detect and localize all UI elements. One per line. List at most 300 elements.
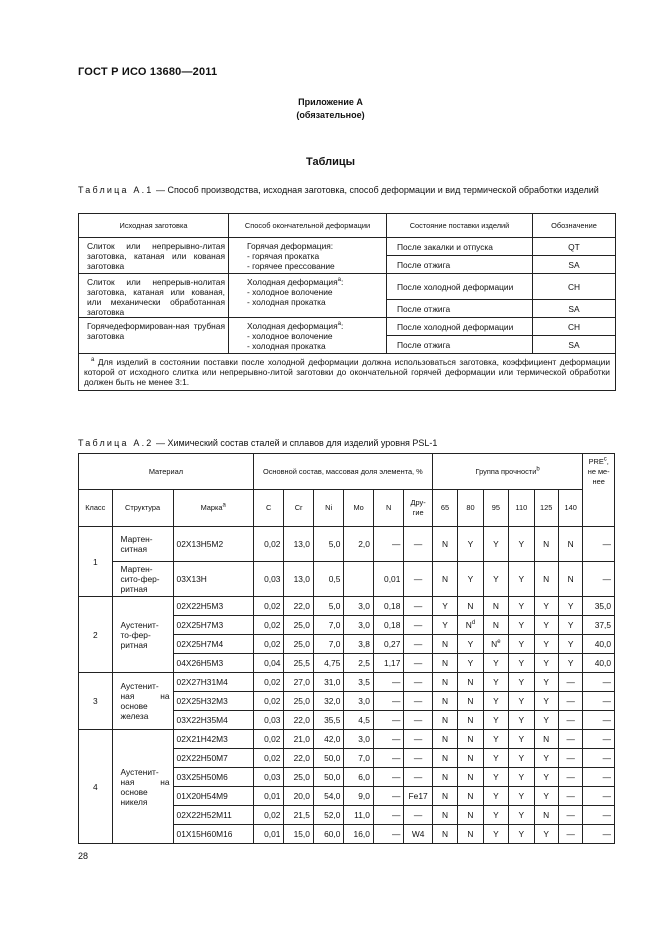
strength-value: N <box>442 539 449 549</box>
footnote-text: Для изделий в состоянии поставки после холодной деформации должна использоваться заготовка, коэффициент деформации которой от исходного слитка или непрерывно-литой заготовки до окончательной горячей деформации или термической обработки должен быть не менее 3:1. <box>84 357 611 387</box>
strength-cell <box>432 673 457 692</box>
strength-value: Y <box>567 639 574 649</box>
footnote-ref: e <box>497 639 501 646</box>
header-grade <box>173 490 253 527</box>
header-strength: 65 <box>432 490 457 527</box>
composition-cell: 0,02 <box>253 692 284 711</box>
strength-value: Y <box>567 601 574 611</box>
strength-value: N <box>467 772 474 782</box>
strength-cell <box>483 768 508 787</box>
footnote-ref: a <box>222 502 226 509</box>
deformation-item: - холодная прокатка <box>247 297 326 307</box>
strength-cell <box>458 806 483 825</box>
composition-cell: 15,0 <box>284 825 313 844</box>
composition-cell: — <box>404 635 432 654</box>
composition-cell: 0,03 <box>253 562 284 597</box>
composition-cell: — <box>404 768 432 787</box>
delivery-state-cell: После отжига <box>387 336 533 354</box>
strength-value: N <box>543 539 550 549</box>
strength-value: Y <box>518 658 525 668</box>
strength-cell <box>509 654 534 673</box>
strength-value: Y <box>493 810 499 820</box>
strength-cell <box>534 597 558 616</box>
composition-cell: 52,0 <box>313 806 344 825</box>
strength-cell <box>558 654 582 673</box>
pre-cell: — <box>583 768 615 787</box>
strength-cell <box>558 825 582 844</box>
composition-cell: 0,04 <box>253 654 284 673</box>
strength-value: — <box>566 791 575 801</box>
strength-cell <box>534 730 558 749</box>
strength-value: Y <box>543 791 549 801</box>
deformation-title: Холодная деформация$^a$: <box>247 321 344 331</box>
composition-cell: W4 <box>404 825 432 844</box>
composition-cell: 13,0 <box>284 527 313 562</box>
strength-cell <box>483 749 508 768</box>
strength-cell <box>432 597 457 616</box>
class-cell: 3 <box>79 673 113 730</box>
deformation-title: Холодная деформация$^a$: <box>247 277 344 287</box>
strength-value: Y <box>493 574 499 584</box>
grade-cell: 03Х22Н35М4 <box>173 711 253 730</box>
strength-cell <box>534 806 558 825</box>
strength-cell <box>509 692 534 711</box>
deformation-cell <box>229 238 387 274</box>
composition-cell: — <box>404 597 432 616</box>
pre-cell: 40,0 <box>583 654 615 673</box>
pre-cell: — <box>583 711 615 730</box>
composition-cell: 5,0 <box>313 597 344 616</box>
composition-cell: Fe17 <box>404 787 432 806</box>
strength-cell <box>432 768 457 787</box>
strength-value: N <box>442 639 449 649</box>
header-element: Ni <box>313 490 344 527</box>
strength-value: N <box>467 715 474 725</box>
composition-cell: — <box>404 730 432 749</box>
composition-cell: 22,0 <box>284 711 313 730</box>
strength-value: N <box>492 620 499 630</box>
composition-cell: 5,0 <box>313 527 344 562</box>
structure-cell: Аустенит-ная на основе никеля <box>112 730 173 844</box>
composition-cell: — <box>404 711 432 730</box>
footnote-mark: a <box>91 357 95 364</box>
strength-cell <box>509 749 534 768</box>
appendix-subtitle: (обязательное) <box>296 110 365 120</box>
strength-cell <box>483 806 508 825</box>
strength-value: Y <box>493 734 499 744</box>
blank-cell: Слиток или непрерывно-литая заготовка, катаная или кованая заготовка <box>79 238 229 274</box>
strength-value: N <box>467 810 474 820</box>
strength-cell <box>509 711 534 730</box>
composition-cell: 4,5 <box>344 711 373 730</box>
header-strength: 140 <box>558 490 582 527</box>
strength-value: Y <box>467 574 474 584</box>
strength-cell <box>509 616 534 635</box>
strength-value: Y <box>543 715 549 725</box>
composition-cell: 25,0 <box>284 616 313 635</box>
strength-cell <box>534 692 558 711</box>
strength-value: N <box>442 658 449 668</box>
strength-cell <box>458 749 483 768</box>
strength-cell <box>558 692 582 711</box>
strength-value: N <box>567 574 574 584</box>
composition-cell: 20,0 <box>284 787 313 806</box>
header-strength: 110 <box>509 490 534 527</box>
blank-cell: Слиток или непрерыв-нолитая заготовка, катаная или кованая, или механически обработанная заготовка <box>79 274 229 318</box>
strength-cell <box>432 787 457 806</box>
footnote-row <box>79 354 616 391</box>
delivery-state-cell: После холодной деформации <box>387 318 533 336</box>
strength-cell <box>534 711 558 730</box>
strength-cell <box>483 673 508 692</box>
composition-cell: 60,0 <box>313 825 344 844</box>
page-number: 28 <box>78 851 89 861</box>
strength-value: Y <box>493 772 499 782</box>
designation-cell: SA <box>533 336 616 354</box>
header-composition: Основной состав, массовая доля элемента, % <box>253 454 432 490</box>
header-strength-group <box>432 454 583 490</box>
composition-cell: 0,02 <box>253 597 284 616</box>
composition-cell: 22,0 <box>284 597 313 616</box>
strength-value: Y <box>493 658 499 668</box>
footnote-ref: a <box>337 277 341 284</box>
table-row <box>79 274 616 300</box>
deformation-item: - горячая прокатка <box>247 251 320 261</box>
strength-cell <box>534 635 558 654</box>
composition-cell: 1,17 <box>373 654 404 673</box>
table-row <box>79 597 615 616</box>
composition-cell: 0,02 <box>253 527 284 562</box>
blank-cell: Горячедеформирован-ная трубная заготовка <box>79 318 229 354</box>
strength-cell <box>534 749 558 768</box>
deformation-title-text: Горячая деформация: <box>247 241 334 251</box>
strength-value: — <box>566 734 575 744</box>
strength-cell <box>458 730 483 749</box>
strength-cell <box>483 616 508 635</box>
header-grade-text: Марка <box>200 503 223 512</box>
strength-value: — <box>566 753 575 763</box>
strength-value: Y <box>493 829 499 839</box>
deformation-item: - холодное волочение <box>247 287 333 297</box>
table-a1 <box>78 213 616 391</box>
strength-cell <box>483 654 508 673</box>
grade-cell: 03Х25Н50М6 <box>173 768 253 787</box>
header-element: Mo <box>344 490 373 527</box>
strength-cell <box>534 562 558 597</box>
structure-cell: Мартен-ситная <box>112 527 173 562</box>
header-element: Cr <box>284 490 313 527</box>
strength-value: Y <box>493 715 499 725</box>
strength-cell <box>534 768 558 787</box>
deformation-title-text: Холодная деформация <box>247 277 338 287</box>
strength-value: Y <box>518 791 525 801</box>
composition-cell: 27,0 <box>284 673 313 692</box>
strength-value: N <box>467 791 474 801</box>
strength-cell <box>558 562 582 597</box>
strength-value: — <box>566 829 575 839</box>
table1-caption <box>78 184 614 196</box>
footnote-ref: b <box>536 466 540 473</box>
strength-value: N <box>467 734 474 744</box>
strength-value: — <box>566 715 575 725</box>
strength-value: Y <box>442 601 448 611</box>
grade-cell: 01Х15Н60М16 <box>173 825 253 844</box>
strength-cell <box>483 635 508 654</box>
composition-cell: — <box>373 711 404 730</box>
strength-value: Y <box>543 658 549 668</box>
section-title: Таблицы <box>306 156 355 168</box>
strength-cell <box>432 635 457 654</box>
composition-cell: 25,5 <box>284 654 313 673</box>
composition-cell: 11,0 <box>344 806 373 825</box>
composition-cell: 0,02 <box>253 635 284 654</box>
strength-cell <box>558 787 582 806</box>
strength-value: N <box>467 829 474 839</box>
composition-cell: 2,0 <box>344 527 373 562</box>
grade-cell: 02Х13Н5М2 <box>173 527 253 562</box>
strength-cell <box>534 654 558 673</box>
strength-value: N <box>567 539 574 549</box>
composition-cell: 4,75 <box>313 654 344 673</box>
strength-cell <box>458 562 483 597</box>
strength-value: N <box>442 734 449 744</box>
column-header: Обозначение <box>533 214 616 238</box>
composition-cell: 0,02 <box>253 673 284 692</box>
strength-cell <box>432 730 457 749</box>
table2-caption-label: Таблица А.2 <box>78 438 154 448</box>
strength-cell <box>558 527 582 562</box>
composition-cell: — <box>373 787 404 806</box>
composition-cell: — <box>373 749 404 768</box>
pre-cell: — <box>583 562 615 597</box>
pre-cell: 35,0 <box>583 597 615 616</box>
strength-cell <box>432 527 457 562</box>
composition-cell: 0,27 <box>373 635 404 654</box>
composition-cell: 0,02 <box>253 616 284 635</box>
strength-cell <box>509 825 534 844</box>
strength-value: Y <box>543 620 549 630</box>
header-strength: 95 <box>483 490 508 527</box>
header-element: Дру-гие <box>404 490 432 527</box>
composition-cell: 3,0 <box>344 597 373 616</box>
strength-value: Y <box>518 829 525 839</box>
designation-cell: CH <box>533 318 616 336</box>
structure-cell: Мартен-сито-фер-ритная <box>112 562 173 597</box>
strength-value: N <box>543 810 550 820</box>
composition-cell: 0,01 <box>253 787 284 806</box>
header-strength: 125 <box>534 490 558 527</box>
delivery-state-cell: После отжига <box>387 300 533 318</box>
composition-cell: — <box>373 768 404 787</box>
composition-cell: 25,0 <box>284 635 313 654</box>
strength-value: N <box>442 574 449 584</box>
strength-value: Y <box>518 539 525 549</box>
composition-cell: 3,0 <box>344 730 373 749</box>
composition-cell: 7,0 <box>313 616 344 635</box>
delivery-state-cell: После закалки и отпуска <box>387 238 533 256</box>
strength-value: Y <box>543 677 549 687</box>
deformation-cell <box>229 274 387 318</box>
pre-cell: — <box>583 730 615 749</box>
grade-cell: 01Х20Н54М9 <box>173 787 253 806</box>
strength-cell <box>534 673 558 692</box>
composition-cell: 35,5 <box>313 711 344 730</box>
strength-value: Y <box>467 539 474 549</box>
strength-value: N <box>492 601 499 611</box>
strength-value: Y <box>493 696 499 706</box>
designation-cell: QT <box>533 238 616 256</box>
composition-cell: 0,18 <box>373 616 404 635</box>
composition-cell: — <box>404 527 432 562</box>
strength-cell <box>509 527 534 562</box>
strength-value: N <box>442 810 449 820</box>
strength-cell <box>432 616 457 635</box>
strength-cell <box>534 787 558 806</box>
grade-cell: 03Х13Н <box>173 562 253 597</box>
footnote-ref: d <box>471 620 476 627</box>
strength-cell <box>483 711 508 730</box>
deformation-cell <box>229 318 387 354</box>
strength-cell <box>432 825 457 844</box>
deformation-title <box>247 241 383 251</box>
composition-cell: 0,18 <box>373 597 404 616</box>
table1-caption-text: — Способ производства, исходная заготовка, способ деформации и вид термической обработки изделий <box>153 185 599 195</box>
strength-cell <box>432 711 457 730</box>
strength-value: — <box>566 810 575 820</box>
composition-cell: 31,0 <box>313 673 344 692</box>
composition-cell: — <box>404 562 432 597</box>
composition-cell: 25,0 <box>284 768 313 787</box>
pre-cell: — <box>583 787 615 806</box>
pre-cell: 40,0 <box>583 635 615 654</box>
designation-cell: SA <box>533 256 616 274</box>
table-row <box>79 318 616 336</box>
strength-cell <box>483 692 508 711</box>
strength-value: N <box>491 639 498 649</box>
pre-cell: — <box>583 806 615 825</box>
composition-cell: 0,01 <box>253 825 284 844</box>
strength-value: Y <box>518 696 525 706</box>
composition-cell: 7,0 <box>344 749 373 768</box>
pre-cell: — <box>583 825 615 844</box>
composition-cell: — <box>373 527 404 562</box>
strength-value: N <box>442 696 449 706</box>
table-row <box>79 527 615 562</box>
class-cell: 2 <box>79 597 113 673</box>
deformation-item: - холодная прокатка <box>247 341 326 351</box>
strength-value: Y <box>518 715 525 725</box>
delivery-state-cell: После холодной деформации <box>387 274 533 300</box>
strength-cell <box>432 692 457 711</box>
delivery-state-cell: После отжига <box>387 256 533 274</box>
table2-caption-text: — Химический состав сталей и сплавов для изделий уровня PSL-1 <box>153 438 438 448</box>
composition-cell: 50,0 <box>313 749 344 768</box>
appendix-title: Приложение А <box>298 97 363 107</box>
designation-cell: SA <box>533 300 616 318</box>
pre-cell: — <box>583 749 615 768</box>
strength-cell <box>558 806 582 825</box>
composition-cell: 16,0 <box>344 825 373 844</box>
deformation-item: - холодное волочение <box>247 331 333 341</box>
table-header-row <box>79 490 615 527</box>
strength-value: Y <box>518 677 525 687</box>
designation-cell: CH <box>533 274 616 300</box>
strength-value: Y <box>518 601 525 611</box>
composition-cell: — <box>373 692 404 711</box>
header-element: N <box>373 490 404 527</box>
header-structure: Структура <box>112 490 173 527</box>
strength-cell <box>458 825 483 844</box>
class-cell: 4 <box>79 730 113 844</box>
composition-cell: 0,02 <box>253 806 284 825</box>
composition-cell: — <box>404 692 432 711</box>
grade-cell: 02Х22Н50М7 <box>173 749 253 768</box>
header-strength-text: Группа прочности <box>475 466 537 476</box>
strength-cell <box>534 527 558 562</box>
composition-cell: 0,02 <box>253 749 284 768</box>
strength-value: Y <box>467 658 474 668</box>
strength-value: Y <box>518 620 525 630</box>
composition-cell: 0,03 <box>253 711 284 730</box>
composition-cell: — <box>404 616 432 635</box>
column-header: Исходная заготовка <box>79 214 229 238</box>
grade-cell: 02Х25Н7М4 <box>173 635 253 654</box>
document-header: ГОСТ Р ИСО 13680—2011 <box>78 66 218 78</box>
strength-cell <box>483 597 508 616</box>
table-row <box>79 238 616 256</box>
strength-value: N <box>442 753 449 763</box>
strength-cell <box>483 825 508 844</box>
strength-cell <box>458 527 483 562</box>
strength-cell <box>534 825 558 844</box>
composition-cell: 0,02 <box>253 730 284 749</box>
strength-value: — <box>566 677 575 687</box>
strength-value: Y <box>567 658 574 668</box>
strength-cell <box>458 787 483 806</box>
composition-cell: — <box>404 673 432 692</box>
composition-cell: 0,01 <box>373 562 404 597</box>
grade-cell: 02Х22Н5М3 <box>173 597 253 616</box>
strength-value: N <box>442 677 449 687</box>
grade-cell: 02Х21Н42М3 <box>173 730 253 749</box>
grade-cell: 02Х25Н32М3 <box>173 692 253 711</box>
composition-cell: 9,0 <box>344 787 373 806</box>
composition-cell: 3,0 <box>344 692 373 711</box>
strength-cell <box>558 616 582 635</box>
pre-cell: — <box>583 527 615 562</box>
composition-cell: 7,0 <box>313 635 344 654</box>
grade-cell: 02Х27Н31М4 <box>173 673 253 692</box>
strength-value: — <box>566 772 575 782</box>
strength-cell <box>432 654 457 673</box>
header-pre <box>583 454 615 527</box>
composition-cell: 0,5 <box>313 562 344 597</box>
footnote-ref: a <box>337 321 341 328</box>
deformation-title-text: Холодная деформация <box>247 321 338 331</box>
column-header: Способ окончательной деформации <box>229 214 387 238</box>
composition-cell: — <box>373 673 404 692</box>
strength-value: N <box>442 791 449 801</box>
composition-cell <box>344 562 373 597</box>
composition-cell: 50,0 <box>313 768 344 787</box>
strength-cell <box>558 673 582 692</box>
pre-cell: — <box>583 673 615 692</box>
strength-cell <box>458 597 483 616</box>
table1-caption-label: Таблица А.1 <box>78 185 154 195</box>
composition-cell: 32,0 <box>313 692 344 711</box>
pre-cell: — <box>583 692 615 711</box>
table-a2 <box>78 453 615 844</box>
